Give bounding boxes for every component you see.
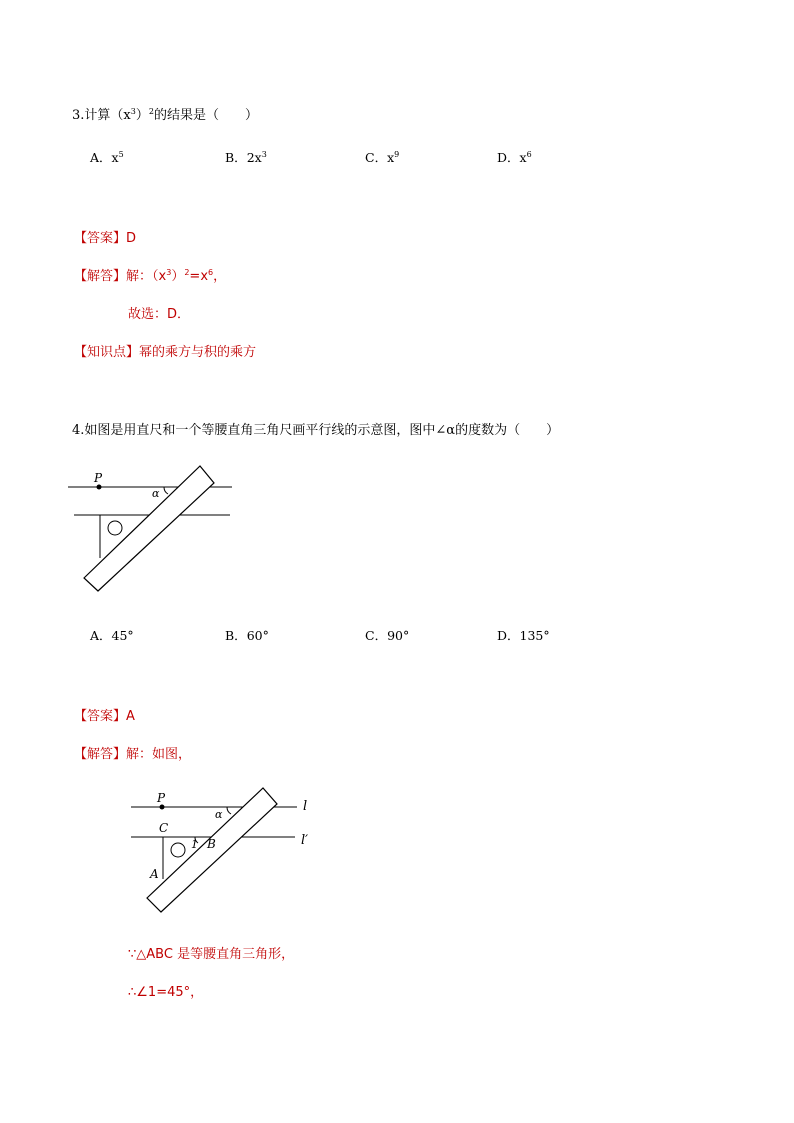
label-l-prime: l′ xyxy=(301,833,309,848)
q4-solution: 【解答】解：如图， xyxy=(74,747,192,762)
label-a: A xyxy=(150,867,159,881)
q3-option-a: A．$x^5$ xyxy=(90,150,124,165)
q3-stem: 3.计算$(x^3)^2$的结果是（ ） xyxy=(72,107,258,123)
label-alpha: α xyxy=(215,808,223,821)
angle-alpha-arc xyxy=(227,807,231,814)
q4-answer: 【答案】A xyxy=(74,709,135,724)
q4-option-b: B．60° xyxy=(225,628,269,643)
q4-option-a: A．45° xyxy=(90,628,134,643)
label-l: l xyxy=(303,799,308,814)
angle-alpha-arc xyxy=(164,487,168,494)
q3-solution-choice: 故选：D． xyxy=(128,307,191,322)
point-p-dot xyxy=(160,805,165,810)
label-b: B xyxy=(207,837,216,851)
q4-solution-line2: ∴∠1=45°， xyxy=(128,985,204,1000)
q3-option-d: D．$x^6$ xyxy=(497,150,532,165)
q4-figure-ruler-triangle xyxy=(60,460,240,595)
q4-option-d: D．135° xyxy=(497,628,550,643)
q3-option-b: B．$2x^3$ xyxy=(225,150,267,165)
q4-solution-line1: ∵△ABC 是等腰直角三角形， xyxy=(128,947,295,962)
q3-solution: 【解答】解：$(x^3)^2=x^6$， xyxy=(74,268,227,284)
q4-solution-figure xyxy=(125,782,325,917)
ruler-shape xyxy=(84,466,214,591)
q4-stem: 4.如图是用直尺和一个等腰直角三角尺画平行线的示意图，图中∠α的度数为（ ） xyxy=(72,423,560,438)
label-c: C xyxy=(159,821,169,835)
q4-option-c: C．90° xyxy=(365,628,410,643)
label-1: 1 xyxy=(191,838,198,851)
label-alpha: α xyxy=(152,487,160,500)
q3-answer: 【答案】D xyxy=(74,231,137,246)
label-p: P xyxy=(94,471,103,485)
q3-option-c: C．$x^9$ xyxy=(365,150,400,165)
triangle-hole-circle xyxy=(171,843,185,857)
label-p: P xyxy=(157,791,166,805)
triangle-hole-circle xyxy=(108,521,122,535)
point-p-dot xyxy=(97,485,102,490)
q3-knowledge: 【知识点】幂的乘方与积的乘方 xyxy=(74,345,257,360)
